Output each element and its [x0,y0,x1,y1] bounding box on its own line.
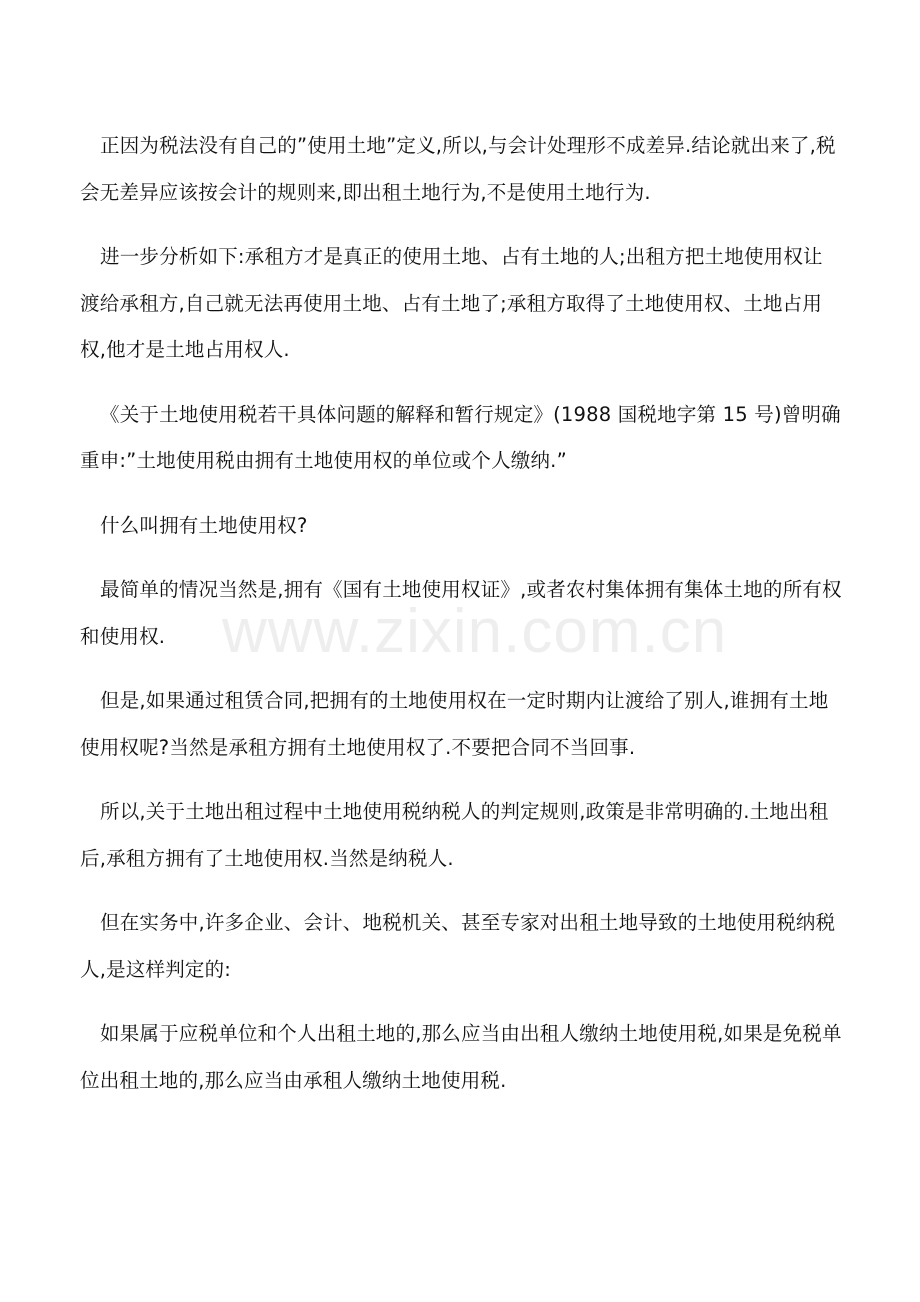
paragraph-9: 如果属于应税单位和个人出租土地的,那么应当由出租人缴纳土地使用税,如果是免税单位出租土地的,那么应当由承租人缴纳土地使用税. [80,1022,842,1092]
paragraph-3: 《关于土地使用税若干具体问题的解释和暂行规定》(1988 国税地字第 15 号)曾明确重申:”土地使用税由拥有土地使用权的单位或个人缴纳.” [80,402,841,472]
paragraph-7: 所以,关于土地出租过程中土地使用税纳税人的判定规则,政策是非常明确的.土地出租后,承租方拥有了土地使用权.当然是纳税人. [80,800,829,870]
paragraph-2: 进一步分析如下:承租方才是真正的使用土地、占有土地的人;出租方把土地使用权让渡给承租方,自己就无法再使用土地、占有土地了;承租方取得了土地使用权、土地占用权,他才是土地占用权人. [80,245,823,361]
paragraph-1: 正因为税法没有自己的”使用土地”定义,所以,与会计处理形不成差异.结论就出来了,税会无差异应该按会计的规则来,即出租土地行为,不是使用土地行为. [80,134,836,204]
paragraph-5: 最简单的情况当然是,拥有《国有土地使用权证》,或者农村集体拥有集体土地的所有权和使用权. [80,578,842,648]
watermark: www.zixin.com.cn [222,597,728,666]
paragraph-6: 但是,如果通过租赁合同,把拥有的土地使用权在一定时期内让渡给了别人,谁拥有土地使用权呢?当然是承租方拥有土地使用权了.不要把合同不当回事. [80,689,829,759]
paragraph-4: 什么叫拥有土地使用权? [100,513,308,537]
paragraph-8: 但在实务中,许多企业、会计、地税机关、甚至专家对出租土地导致的土地使用税纳税人,是这样判定的: [80,911,836,981]
